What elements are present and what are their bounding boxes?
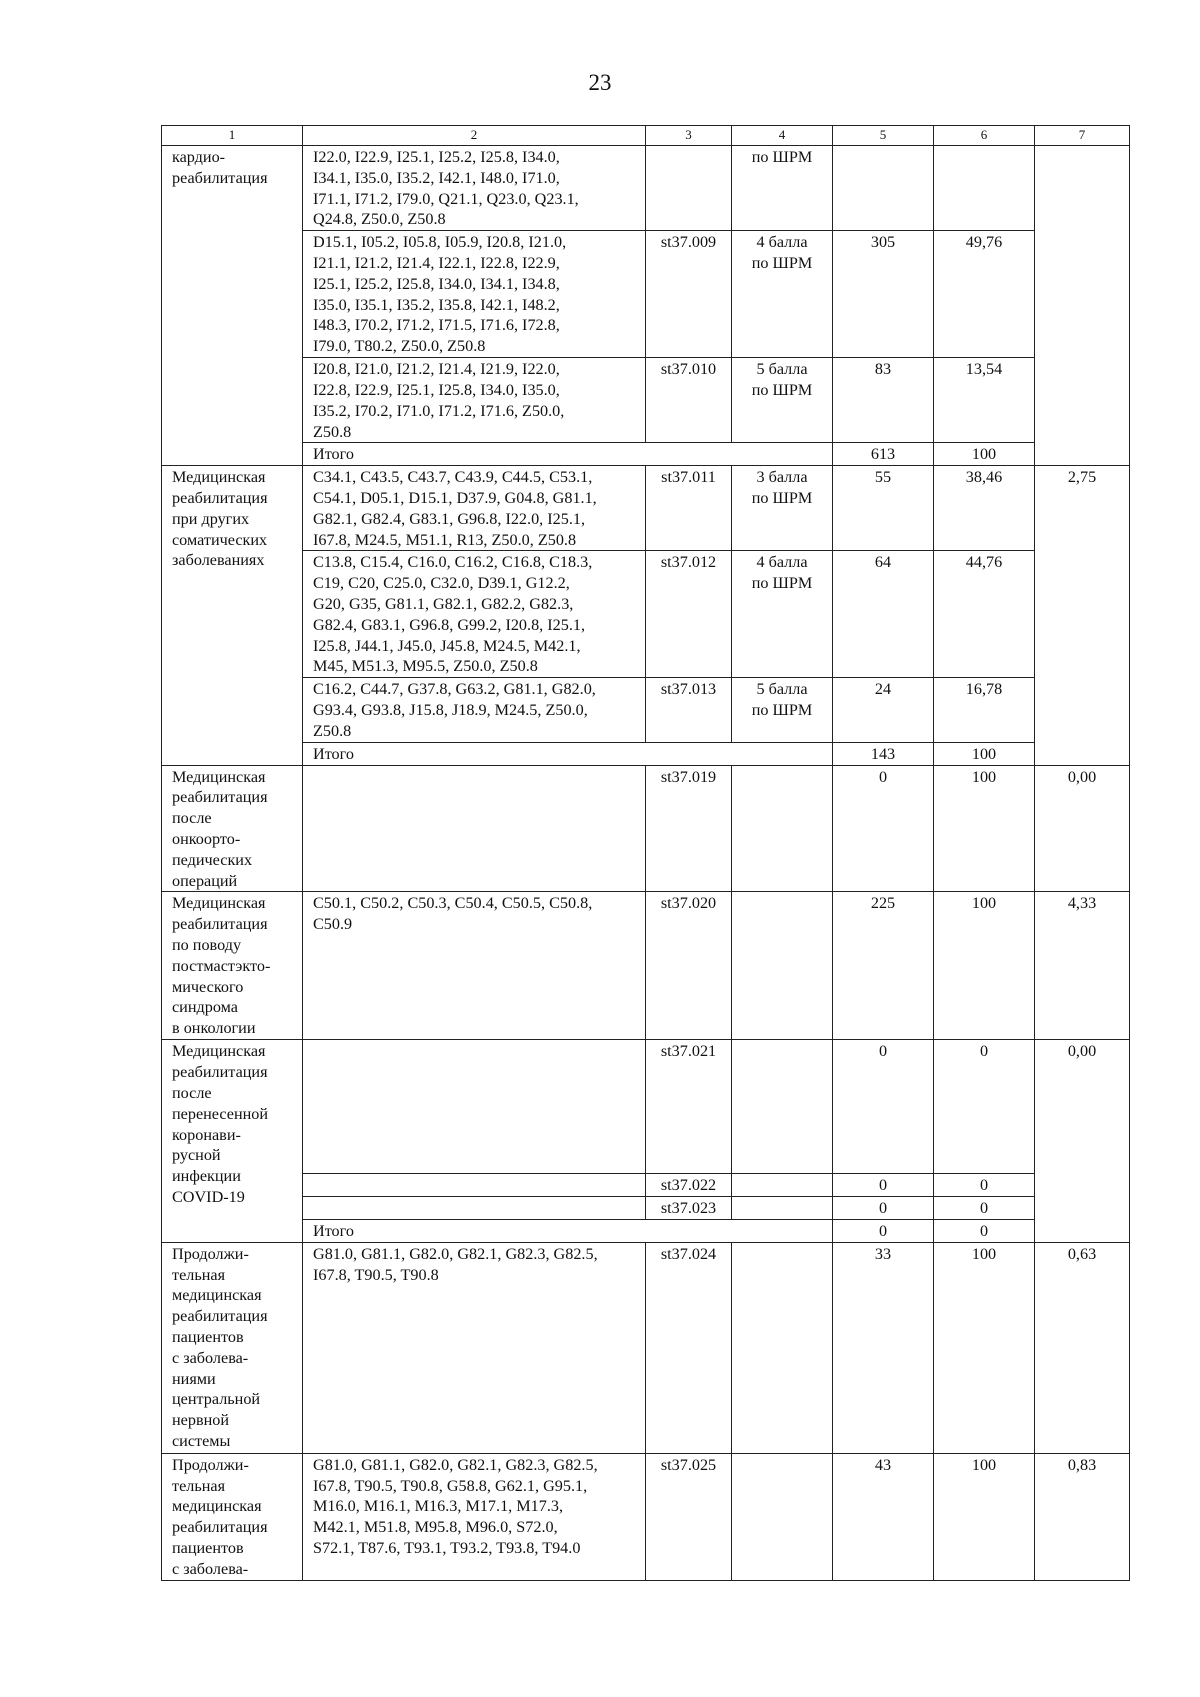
ksg-cell: st37.023 (646, 1197, 732, 1220)
percent-cell: 38,46 (934, 466, 1035, 551)
ksg-cell: st37.021 (646, 1040, 732, 1174)
percent-cell: 0 (934, 1174, 1035, 1197)
percent-cell: 0 (934, 1197, 1035, 1220)
coef-cell: 0,83 (1035, 1453, 1130, 1580)
total-row (162, 1219, 1130, 1242)
coef-cell: 0,00 (1035, 1040, 1130, 1242)
group-name-cell: Медицинская реабилитация при других соматических заболеваниях (162, 466, 303, 765)
table-row (162, 146, 1130, 231)
group-name-cell: кардио- реабилитация (162, 146, 303, 466)
codes-cell (303, 1174, 646, 1197)
count-cell (833, 146, 934, 231)
ksg-cell: st37.011 (646, 466, 732, 551)
table-row (162, 551, 1130, 678)
codes-cell: G81.0, G81.1, G82.0, G82.1, G82.3, G82.5, I67.8, T90.5, T90.8, G58.8, G62.1, G95.1, M16.0, M16.1, M16.3, M17.1, M17.3, M42.1, M51.8, M95.8, M96.0, S72.0, S72.1, T87.6, T93.1, T93.2, T93.8, T94.0 (303, 1453, 646, 1580)
total-percent: 100 (934, 443, 1035, 466)
percent-cell (934, 146, 1035, 231)
count-cell: 225 (833, 892, 934, 1040)
total-percent: 100 (934, 742, 1035, 765)
table-row (162, 466, 1130, 551)
codes-cell: G81.0, G81.1, G82.0, G82.1, G82.3, G82.5, I67.8, T90.5, T90.8 (303, 1242, 646, 1453)
codes-cell (303, 1197, 646, 1220)
score-cell: 3 балла по ШРМ (732, 466, 833, 551)
group-name-cell: Медицинская реабилитация после перенесенной коронави- русной инфекции COVID-19 (162, 1040, 303, 1242)
ksg-cell: st37.012 (646, 551, 732, 678)
count-cell: 0 (833, 1197, 934, 1220)
percent-cell: 100 (934, 892, 1035, 1040)
count-cell: 83 (833, 358, 934, 443)
total-count: 143 (833, 742, 934, 765)
ksg-cell: st37.024 (646, 1242, 732, 1453)
total-label: Итого (303, 742, 833, 765)
ksg-cell (646, 146, 732, 231)
group-name-cell: Медицинская реабилитация по поводу постмастэкто- мического синдрома в онкологии (162, 892, 303, 1040)
coef-cell: 2,75 (1035, 466, 1130, 765)
header-cell: 4 (732, 126, 833, 146)
total-row (162, 443, 1130, 466)
total-label: Итого (303, 443, 833, 466)
score-cell (732, 1174, 833, 1197)
score-cell (732, 765, 833, 892)
table-header-row (162, 126, 1130, 146)
score-cell (732, 1242, 833, 1453)
percent-cell: 16,78 (934, 678, 1035, 742)
table-row (162, 765, 1130, 892)
total-label: Итого (303, 1219, 833, 1242)
codes-cell (303, 1040, 646, 1174)
header-cell: 3 (646, 126, 732, 146)
table-row (162, 1040, 1130, 1174)
total-percent: 0 (934, 1219, 1035, 1242)
score-cell (732, 892, 833, 1040)
header-cell: 2 (303, 126, 646, 146)
count-cell: 64 (833, 551, 934, 678)
percent-cell: 100 (934, 1453, 1035, 1580)
count-cell: 0 (833, 1174, 934, 1197)
score-cell: по ШРМ (732, 146, 833, 231)
codes-cell: C16.2, C44.7, G37.8, G63.2, G81.1, G82.0, G93.4, G93.8, J15.8, J18.9, M24.5, Z50.0, Z50.8 (303, 678, 646, 742)
codes-cell: I20.8, I21.0, I21.2, I21.4, I21.9, I22.0, I22.8, I22.9, I25.1, I25.8, I34.0, I35.0, I35.2, I70.2, I71.0, I71.2, I71.6, Z50.0, Z50.8 (303, 358, 646, 443)
percent-cell: 0 (934, 1040, 1035, 1174)
ksg-cell: st37.025 (646, 1453, 732, 1580)
score-cell: 5 балла по ШРМ (732, 358, 833, 443)
group-name-cell: Продолжи- тельная медицинская реабилитация пациентов с заболева- (162, 1453, 303, 1580)
header-cell: 5 (833, 126, 934, 146)
codes-cell: D15.1, I05.2, I05.8, I05.9, I20.8, I21.0, I21.1, I21.2, I21.4, I22.1, I22.8, I22.9, I25.1, I25.2, I25.8, I34.0, I34.1, I34.8, I35.0, I35.1, I35.2, I35.8, I42.1, I48.2, I48.3, I70.2, I71.2, I71.5, I71.6, I72.8, I79.0, T80.2, Z50.0, Z50.8 (303, 231, 646, 358)
codes-cell: I22.0, I22.9, I25.1, I25.2, I25.8, I34.0, I34.1, I35.0, I35.2, I42.1, I48.0, I71.0, I71.1, I71.2, I79.0, Q21.1, Q23.0, Q23.1, Q24.8, Z50.0, Z50.8 (303, 146, 646, 231)
table-row (162, 358, 1130, 443)
score-cell (732, 1453, 833, 1580)
table-row (162, 678, 1130, 742)
ksg-cell: st37.010 (646, 358, 732, 443)
percent-cell: 44,76 (934, 551, 1035, 678)
tariff-table (161, 125, 1130, 1581)
score-cell: 4 балла по ШРМ (732, 231, 833, 358)
score-cell (732, 1040, 833, 1174)
header-cell: 1 (162, 126, 303, 146)
group-name-cell: Медицинская реабилитация после онкоорто- педических операций (162, 765, 303, 892)
table-row (162, 1242, 1130, 1453)
coef-cell: 0,00 (1035, 765, 1130, 892)
coef-cell: 4,33 (1035, 892, 1130, 1040)
count-cell: 24 (833, 678, 934, 742)
percent-cell: 49,76 (934, 231, 1035, 358)
coef-cell (1035, 146, 1130, 466)
score-cell: 5 балла по ШРМ (732, 678, 833, 742)
table-row (162, 231, 1130, 358)
table-row (162, 1197, 1130, 1220)
total-row (162, 742, 1130, 765)
ksg-cell: st37.019 (646, 765, 732, 892)
header-cell: 6 (934, 126, 1035, 146)
count-cell: 0 (833, 1040, 934, 1174)
group-name-cell: Продолжи- тельная медицинская реабилитация пациентов с заболева- ниями центральной нервной системы (162, 1242, 303, 1453)
codes-cell: C13.8, C15.4, C16.0, C16.2, C16.8, C18.3, C19, C20, C25.0, C32.0, D39.1, G12.2, G20, G35, G81.1, G82.1, G82.2, G82.3, G82.4, G83.1, G96.8, G99.2, I20.8, I25.1, I25.8, J44.1, J45.0, J45.8, M24.5, M42.1, M45, M51.3, M95.5, Z50.0, Z50.8 (303, 551, 646, 678)
ksg-cell: st37.013 (646, 678, 732, 742)
count-cell: 0 (833, 765, 934, 892)
score-cell (732, 1197, 833, 1220)
count-cell: 33 (833, 1242, 934, 1453)
ksg-cell: st37.009 (646, 231, 732, 358)
table-row (162, 892, 1130, 1040)
header-cell: 7 (1035, 126, 1130, 146)
percent-cell: 13,54 (934, 358, 1035, 443)
table-row (162, 1174, 1130, 1197)
codes-cell: C50.1, C50.2, C50.3, C50.4, C50.5, C50.8, C50.9 (303, 892, 646, 1040)
count-cell: 305 (833, 231, 934, 358)
table-row (162, 1453, 1130, 1580)
codes-cell (303, 765, 646, 892)
ksg-cell: st37.020 (646, 892, 732, 1040)
count-cell: 55 (833, 466, 934, 551)
coef-cell: 0,63 (1035, 1242, 1130, 1453)
codes-cell: C34.1, C43.5, C43.7, C43.9, C44.5, C53.1, C54.1, D05.1, D15.1, D37.9, G04.8, G81.1, G82.1, G82.4, G83.1, G96.8, I22.0, I25.1, I67.8, M24.5, M51.1, R13, Z50.0, Z50.8 (303, 466, 646, 551)
total-count: 0 (833, 1219, 934, 1242)
page-number: 23 (588, 70, 612, 95)
ksg-cell: st37.022 (646, 1174, 732, 1197)
count-cell: 43 (833, 1453, 934, 1580)
score-cell: 4 балла по ШРМ (732, 551, 833, 678)
percent-cell: 100 (934, 765, 1035, 892)
total-count: 613 (833, 443, 934, 466)
percent-cell: 100 (934, 1242, 1035, 1453)
